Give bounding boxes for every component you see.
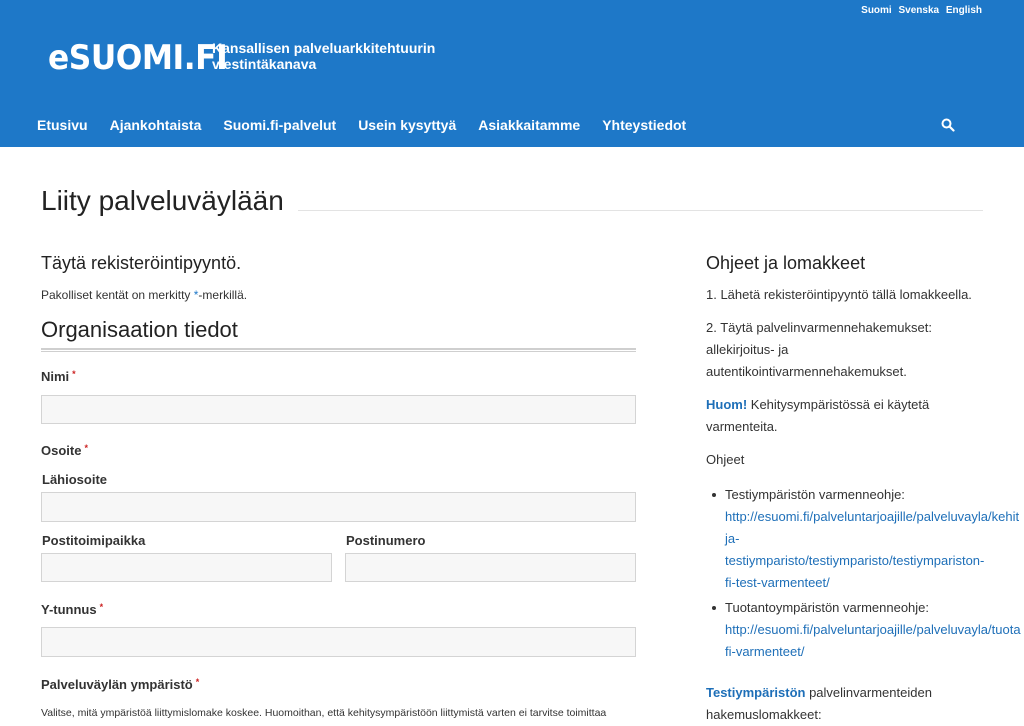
main-nav [26, 117, 697, 133]
section-divider-secondary [41, 351, 636, 352]
step-2-line-3: autentikointivarmennehakemukset. [706, 364, 907, 379]
site-logo[interactable]: eSUOMI.FI [48, 38, 228, 78]
test-env-link[interactable]: Testiympäristön [706, 685, 806, 700]
note-line-2: varmenteita. [706, 419, 778, 434]
name-label [41, 369, 76, 384]
sidebar-step-2 [706, 317, 1024, 383]
test-env-line-1 [706, 682, 1024, 704]
form-heading: Täytä rekisteröintipyyntö. [41, 253, 242, 273]
note-text: Kehitysympäristössä ei käytetä [747, 397, 930, 412]
lang-suomi[interactable]: Suomi [861, 5, 892, 16]
required-marker: * [195, 677, 200, 687]
section-divider [41, 348, 636, 350]
address-label-text: Osoite [41, 443, 82, 458]
environment-help-text: Valitse, mitä ympäristöä liittymislomake koskee. Huomoithan, että kehitysympäristöön liittymistä varten ei tarvitse toimittaa [41, 707, 607, 719]
nav-item-usein-kysyttya[interactable]: Usein kysyttyä [358, 117, 457, 133]
business-id-label-text: Y-tunnus [41, 602, 97, 617]
business-id-label [41, 602, 103, 617]
required-marker: * [72, 369, 76, 379]
required-marker: * [99, 602, 104, 612]
guides-label: Ohjeet [706, 452, 745, 467]
postal-code-label: Postinumero [346, 533, 426, 548]
nav-item-suomifi-palvelut[interactable]: Suomi.fi-palvelut [223, 117, 337, 133]
language-switcher [857, 5, 982, 16]
site-tagline: Kansallisen palveluarkkitehtuurin viestintäkanava [212, 40, 436, 72]
bullet-dot [712, 606, 716, 610]
sidebar-note [706, 394, 1024, 438]
business-id-input[interactable] [41, 627, 636, 657]
test-env-line-2: hakemuslomakkeet: [706, 707, 822, 722]
street-input[interactable] [41, 492, 636, 522]
environment-label-text: Palveluväylän ympäristö [41, 677, 193, 692]
test-guide-link[interactable]: fi-test-varmenteet/ [725, 575, 830, 590]
lang-svenska[interactable]: Svenska [898, 5, 940, 16]
sidebar-heading: Ohjeet ja lomakkeet [706, 253, 866, 273]
note-strong: Huom! [706, 397, 748, 412]
required-note-text: Pakolliset kentät on merkitty [41, 288, 194, 302]
street-label: Lähiosoite [42, 472, 108, 487]
bullet-dot [712, 493, 716, 497]
search-icon[interactable] [941, 118, 955, 132]
test-guide-link[interactable]: testiymparisto/testiymparisto/testiympariston- [725, 553, 985, 568]
step-2-line-2: allekirjoitus- ja [706, 342, 789, 357]
nav-item-yhteystiedot[interactable]: Yhteystiedot [602, 117, 687, 133]
lang-english[interactable]: English [945, 5, 982, 16]
prod-guide-label: Tuotantoympäristön varmenneohje: [725, 600, 930, 615]
nav-item-asiakkaitamme[interactable]: Asiakkaitamme [478, 117, 581, 133]
nav-item-etusivu[interactable]: Etusivu [37, 117, 88, 133]
prod-guide-link[interactable]: http://esuomi.fi/palveluntarjoajille/palveluvayla/tuota [725, 622, 1021, 637]
page-title: Liity palveluväylään [41, 185, 284, 216]
test-guide-link[interactable]: http://esuomi.fi/palveluntarjoajille/palveluvayla/kehit [725, 509, 1020, 524]
title-divider [298, 210, 983, 211]
test-env-forms [706, 682, 1024, 726]
name-label-text: Nimi [41, 369, 70, 384]
sidebar-step-1: 1. Lähetä rekisteröintipyyntö tällä lomakkeella. [706, 287, 972, 302]
city-input[interactable] [41, 553, 332, 582]
environment-label [41, 677, 199, 692]
section-title: Organisaation tiedot [41, 317, 238, 342]
city-label: Postitoimipaikka [42, 533, 146, 548]
prod-guide-link[interactable]: fi-varmenteet/ [725, 644, 805, 659]
step-2-line-1: 2. Täytä palvelinvarmennehakemukset: [706, 320, 932, 335]
postal-code-input[interactable] [345, 553, 636, 582]
required-marker: * [84, 443, 88, 453]
required-note-suffix: -merkillä. [198, 288, 248, 302]
address-label [41, 443, 88, 458]
nav-item-ajankohtaista[interactable]: Ajankohtaista [109, 117, 202, 133]
test-guide-link[interactable]: ja- [725, 531, 740, 546]
required-fields-note [41, 288, 247, 302]
note-line-1 [706, 394, 1024, 416]
required-star: * [193, 288, 199, 302]
site-header [0, 0, 1024, 147]
test-guide-label: Testiympäristön varmenneohje: [725, 487, 905, 502]
name-input[interactable] [41, 395, 636, 424]
test-env-text: palvelinvarmenteiden [805, 685, 932, 700]
